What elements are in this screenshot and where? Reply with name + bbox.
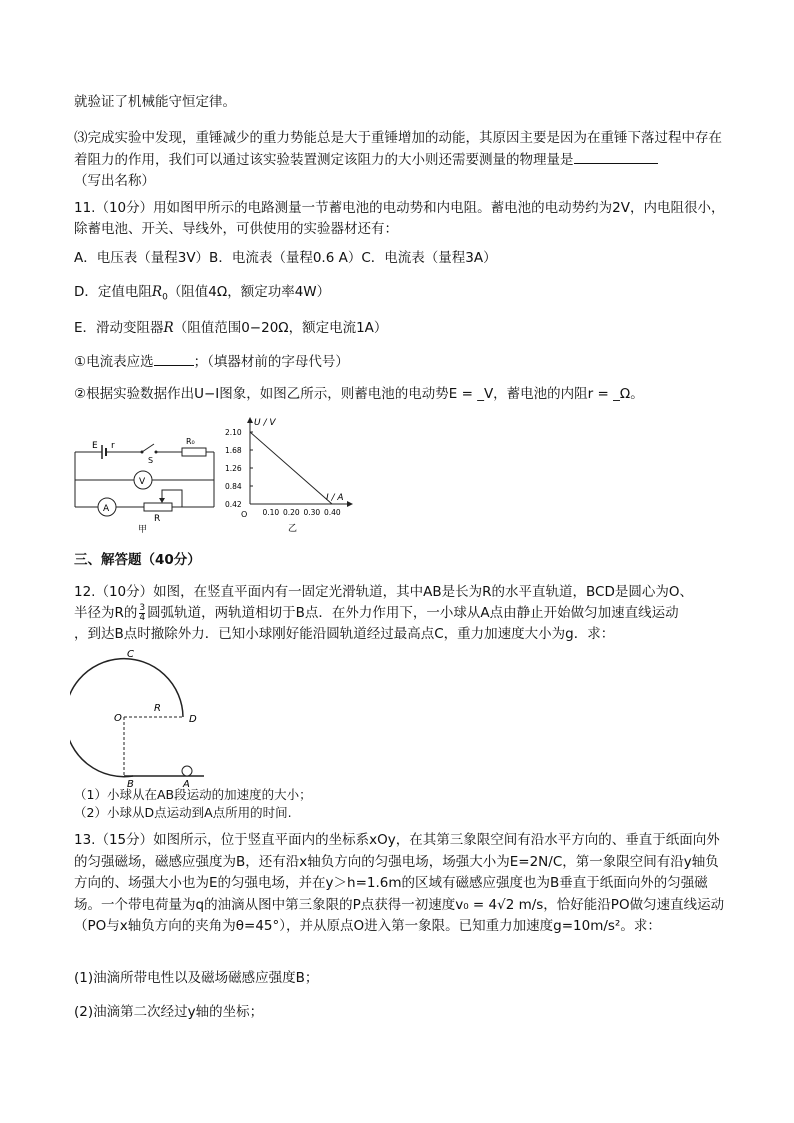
label-R0: R₀ [186, 437, 195, 446]
q12-line1: 12.（10分）如图，在竖直平面内有一固定光滑轨道，其中AB是长为R的水平直轨道，BCD是圆心为O、 [74, 584, 693, 600]
label-V: V [139, 477, 146, 487]
q12-text [74, 582, 726, 645]
x-tick-label: 0.20 [283, 508, 300, 517]
q11-option-d [74, 282, 726, 309]
section3-heading: 三、解答题（40分） [74, 552, 201, 568]
frac-den: 4 [139, 612, 146, 623]
label-R-radius: R [154, 703, 161, 714]
three-quarters-fraction [139, 604, 145, 623]
q11-option-e [74, 318, 726, 339]
label-B: B [127, 779, 134, 790]
q11-intro: 11.（10分）用如图甲所示的电路测量一节蓄电池的电动势和内电阻。蓄电池的电动势约为2V，内电阻很小，除蓄电池、开关、导线外，可供使用的实验器材还有： [74, 200, 725, 237]
y-axis-label: U / V [254, 418, 276, 428]
label-D: D [189, 714, 197, 725]
opt-d-var: R [151, 284, 163, 300]
q13-sub1: (1)油滴所带电性以及磁场磁感应强度B； [74, 970, 319, 986]
circuit-diagram [70, 432, 220, 536]
sub1-answer-blank[interactable] [154, 351, 194, 366]
label-A: A [103, 504, 110, 514]
resistor-R0-box [182, 448, 206, 456]
label-A-point: A [183, 779, 190, 790]
opt-d-pre: D．定值电阻 [74, 284, 152, 300]
ui-graph [222, 412, 362, 536]
part3-answer-blank[interactable] [574, 149, 658, 164]
label-E: E [92, 441, 98, 451]
x-tick-label: 0.30 [303, 508, 321, 517]
q12-sub1: （1）小球从在AB段运动的加速度的大小； [74, 787, 312, 802]
track-figure [70, 648, 220, 790]
y-tick-label: 2.10 [225, 428, 242, 437]
label-O: O [114, 713, 122, 724]
circuit-caption: 甲 [138, 525, 148, 535]
ball [182, 766, 192, 776]
label-r: r [111, 441, 115, 451]
label-S: S [148, 456, 154, 465]
q12-sub2: （2）小球从D点运动到A点所用的时间. [74, 805, 292, 820]
series-line-ui [250, 432, 332, 504]
part3-question [74, 128, 726, 192]
rheostat-slider-arrow [159, 498, 165, 503]
q12-line2-pre: 半径为R的 [74, 605, 138, 621]
top-line: 就验证了机械能守恒定律。 [74, 94, 236, 110]
frac-num: 3 [139, 602, 146, 613]
label-C: C [127, 649, 134, 660]
q12-line2-post: 圆弧轨道，两轨道相切于B点．在外力作用下，一小球从A点由静止开始做匀加速直线运动 [147, 605, 679, 621]
q13-sub2: (2)油滴第二次经过y轴的坐标； [74, 1004, 264, 1020]
origin-label: O [241, 510, 248, 519]
q11-sub2: ②根据实验数据作出U−I图象，如图乙所示，则蓄电池的电动势E = _V，蓄电池的内阻r = _Ω。 [74, 386, 644, 402]
chart-caption: 乙 [288, 524, 298, 534]
y-tick-label: 1.26 [225, 464, 242, 473]
y-tick-label: 0.84 [225, 482, 242, 491]
y-tick-label: 0.42 [225, 500, 242, 509]
q11-options-abc: A．电压表（量程3V）B．电流表（量程0.6 A）C．电流表（量程3A） [74, 250, 497, 266]
opt-e-var: R [163, 320, 174, 336]
q12-subquestions [74, 786, 726, 822]
part3-note: （写出名称） [74, 173, 155, 189]
arc-BCD [70, 659, 183, 777]
sub1-pre: ①电流表应选 [74, 354, 154, 370]
sub1-post: ；（填器材前的字母代号） [193, 354, 349, 370]
x-axis-label: I / A [326, 493, 344, 503]
rheostat-box [144, 503, 172, 511]
opt-d-sub: 0 [162, 292, 168, 303]
opt-e-pre: E．滑动变阻器 [74, 320, 164, 336]
opt-d-post: （阻值4Ω，额定功率4W） [167, 284, 331, 300]
x-tick-label: 0.40 [324, 508, 341, 517]
y-tick-label: 1.68 [225, 446, 242, 455]
part3-text: ⑶完成实验中发现，重锤减少的重力势能总是大于重锤增加的动能，其原因主要是因为在重锤下落过程中存在着阻力的作用，我们可以通过该实验装置测定该阻力的大小则还需要测量的物理量是 [74, 130, 722, 168]
switch-arm [142, 444, 154, 452]
x-tick-label: 0.10 [262, 508, 280, 517]
q13-text: 13.（15分）如图所示，位于竖直平面内的坐标系xOy，在其第三象限空间有沿水平方向的、垂直于纸面向外的匀强磁场，磁感应强度为B，还有沿x轴负方向的匀强电场，场强大小为E=2N/C，第一象限空间有沿y轴负方向的、场强大小也为E的匀强电场，并在y＞h=1.6m的区域有磁感应强度也为B垂直于纸面向外的匀强磁场。一个带电荷量为q的油滴从图中第三象限的P点获得一初速度v₀ = 4√2 m/s，恰好能沿PO做匀速直线运动（PO与x轴负方向的夹角为θ=45°），并从原点O进入第一象限。已知重力加速度g=10m/s²。求： [74, 832, 725, 934]
opt-e-post: （阻值范围0−20Ω，额定电流1A） [173, 320, 388, 336]
label-R: R [154, 514, 161, 524]
q11-sub1 [74, 351, 726, 373]
q12-line3: ，到达B点时撤除外力．已知小球刚好能沿圆轨道经过最高点C，重力加速度大小为g．求： [74, 626, 615, 642]
